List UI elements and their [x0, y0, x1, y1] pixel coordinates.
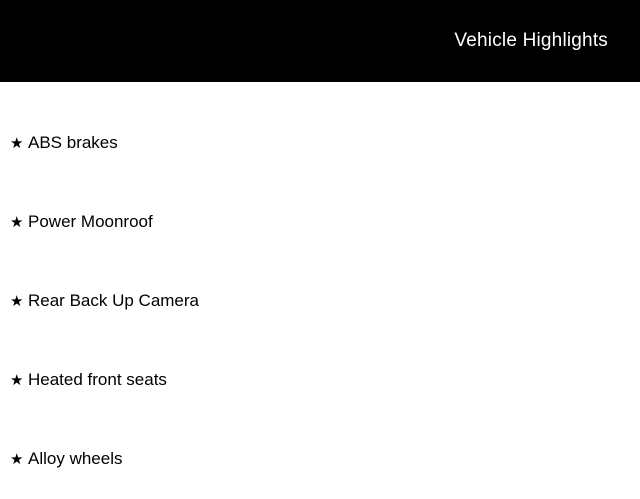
- list-item: [0, 420, 640, 499]
- highlight-label: Rear Back Up Camera: [28, 291, 200, 311]
- list-item: [0, 262, 640, 341]
- list-item: [0, 341, 640, 420]
- header-bar: [0, 0, 640, 82]
- highlight-label: ABS brakes: [28, 133, 118, 153]
- page-title: Vehicle Highlights: [454, 30, 608, 51]
- star-icon: ★: [10, 372, 24, 389]
- highlight-label: Power Moonroof: [28, 212, 153, 232]
- list-item: [0, 104, 640, 183]
- highlight-label: Heated front seats: [28, 370, 167, 390]
- star-icon: ★: [10, 451, 24, 468]
- list-item: [0, 183, 640, 262]
- star-icon: ★: [10, 293, 24, 310]
- star-icon: ★: [10, 135, 24, 152]
- star-icon: ★: [10, 214, 24, 231]
- highlights-list: [0, 82, 640, 499]
- highlight-label: Alloy wheels: [28, 449, 123, 469]
